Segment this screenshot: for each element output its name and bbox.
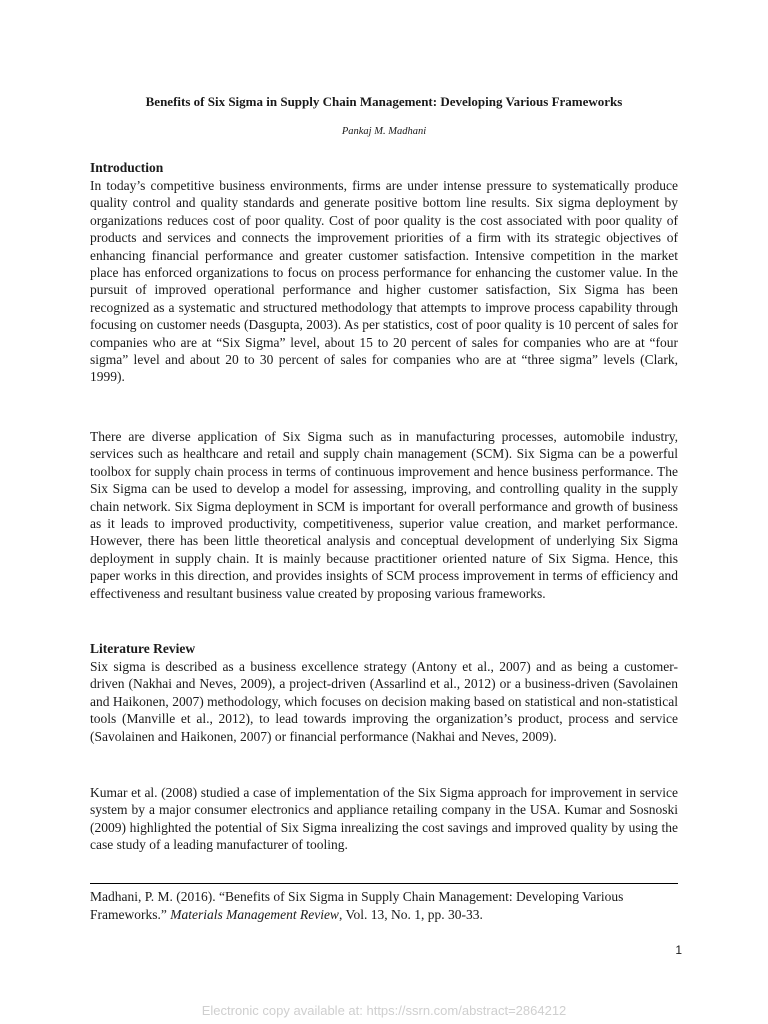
citation-footnote — [90, 888, 680, 924]
journal-name: Materials Management Review — [170, 907, 339, 922]
footnote-divider — [90, 883, 678, 884]
author-name: Pankaj M. Madhani — [341, 126, 427, 137]
citation-text: Madhani, P. M. (2016). “Benefits of Six Sigma in Supply Chain Management: Developing Various Frameworks.” — [90, 889, 624, 922]
section-heading-literature-review: Literature Review — [90, 641, 196, 656]
literature-review-paragraph-2: Kumar et al. (2008) studied a case of implementation of the Six Sigma approach for improvement in service system by a major consumer electronics and appliance retailing company in the USA. Kumar and Sosnoski (2009) highlighted the potential of Six Sigma inrealizing the cost savings and improved quality by using the case study of a leading manufacturer of tooling. — [90, 785, 678, 853]
introduction-paragraph-1: In today’s competitive business environments, firms are under intense pressure to systematically produce quality control and quality standards and generate positive bottom line results. Six sigma deployment by organizations reduces cost of poor quality. Cost of poor quality is the cost associated with poor quality of products and services and connects the improvement priorities of a firm with its strategic objectives of enhancing financial performance and greater customer satisfaction. Intensive competition in the market place has enforced organizations to focus on process performance for enhancing the customer value. In the pursuit of improved operational performance and higher customer satisfaction, Six Sigma has been recognized as a systematic and structured methodology that attempts to improve process capability through focusing on customer needs (Dasgupta, 2003). As per statistics, cost of poor quality is 10 percent of sales for companies who are at “Six Sigma” level, about 15 to 20 percent of sales for companies who are at “four sigma” level and about 20 to 30 percent of sales for companies who are at “three sigma” levels (Clark, 1999). — [90, 178, 678, 385]
introduction-paragraph-2: There are diverse application of Six Sigma such as in manufacturing processes, automobile industry, services such as healthcare and retail and supply chain management (SCM). Six Sigma can be a powerful toolbox for supply chain process in terms of continuous improvement and hence business performance. The Six Sigma can be used to develop a model for assessing, improving, and controlling quality in the supply chain network. Six Sigma deployment in SCM is important for overall performance and growth of business as it leads to improved productivity, competitiveness, superior value creation, and market performance. However, there has been little theoretical analysis and conceptual development of underlying Six Sigma deployment in supply chain. It is mainly because practitioner oriented nature of Six Sigma. Hence, this paper works in this direction, and provides insights of SCM process improvement in terms of efficiency and effectiveness and resultant business value created by proposing various frameworks. — [90, 429, 678, 601]
paper-title: Benefits of Six Sigma in Supply Chain Management: Developing Various Frameworks — [145, 94, 623, 109]
citation-volume: , Vol. 13, No. 1, pp. 30-33. — [338, 907, 483, 922]
literature-review-paragraph-1: Six sigma is described as a business excellence strategy (Antony et al., 2007) and as being a customer-driven (Nakhai and Neves, 2009), a project-driven (Assarlind et al., 2012) or a business-driven (Savolainen and Haikonen, 2007) methodology, which focuses on decision making based on statistical and non-statistical tools (Manville et al., 2012), to lead towards improving the organization’s product, process and service (Savolainen and Haikonen, 2007) or financial performance (Nakhai and Neves, 2009). — [90, 659, 678, 744]
section-heading-introduction: Introduction — [90, 160, 164, 175]
page-number: 1 — [675, 943, 682, 957]
ssrn-watermark: Electronic copy available at: https://ssrn.com/abstract=2864212 — [201, 1003, 567, 1018]
